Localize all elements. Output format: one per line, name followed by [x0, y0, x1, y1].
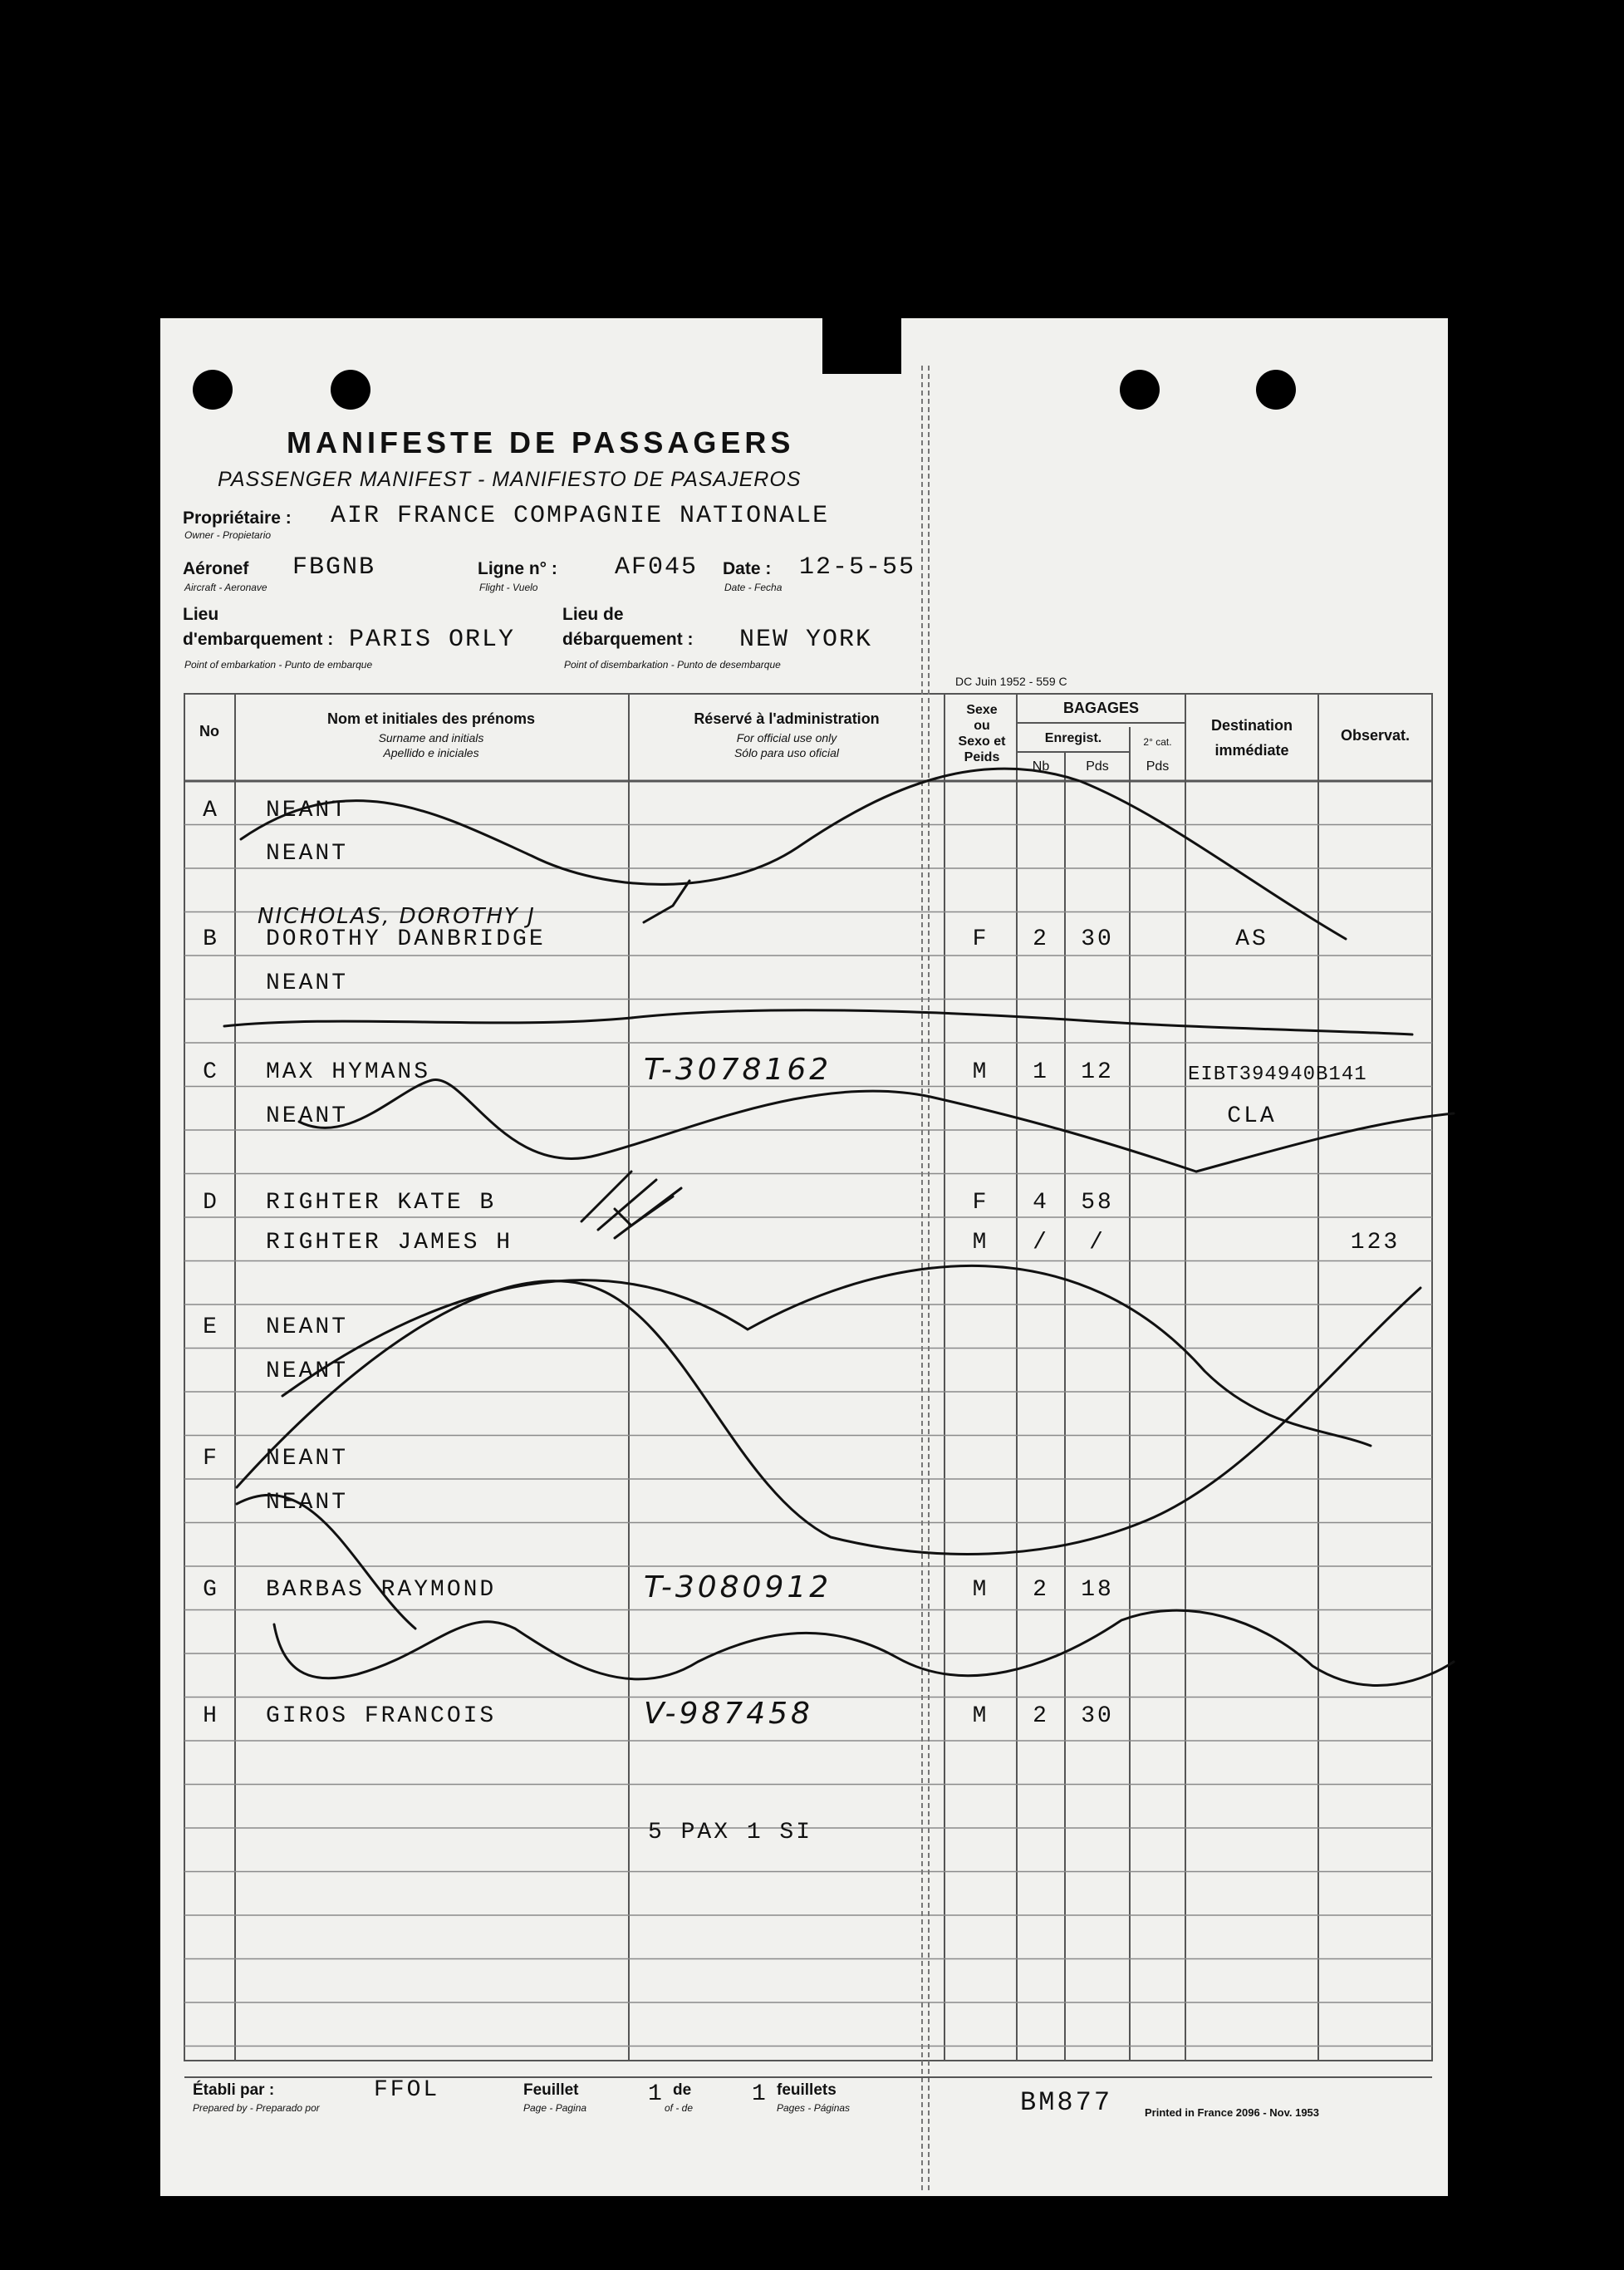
- row-nb: 2: [1033, 1703, 1049, 1729]
- page-value: 1: [648, 2081, 665, 2107]
- disembark-label: Lieu de: [562, 605, 624, 624]
- embark-label-2: d'embarquement :: [183, 630, 334, 649]
- row-pds: 58: [1081, 1190, 1114, 1216]
- form-code: DC Juin 1952 - 559 C: [955, 675, 1067, 688]
- page-sub: Page - Pagina: [523, 2102, 587, 2114]
- manifest-subtitle: PASSENGER MANIFEST - MANIFIESTO DE PASAJEROS: [218, 468, 802, 491]
- cancel-stroke: [237, 1281, 1420, 1555]
- row-admin: T-3080912: [644, 1570, 832, 1604]
- stamp-number: BM877: [1020, 2087, 1113, 2118]
- col-pds2: Pds: [1146, 759, 1170, 774]
- owner-label: Propriétaire :: [183, 509, 292, 528]
- total-value: 1: [752, 2081, 768, 2107]
- row-dest: CLA: [1227, 1103, 1277, 1129]
- row-sex: F: [972, 926, 989, 952]
- row-name: BARBAS RAYMOND: [266, 1577, 497, 1603]
- col-sex-3: Sexo et: [958, 735, 1006, 749]
- row-letter: E: [203, 1314, 217, 1340]
- row-letter: A: [203, 798, 217, 823]
- flight-label-sub: Flight - Vuelo: [479, 582, 538, 593]
- row-name: NEANT: [266, 1314, 349, 1340]
- row-name: RIGHTER KATE B: [266, 1190, 497, 1216]
- col-name: Nom et initiales des prénoms: [326, 710, 536, 727]
- owner-value: AIR FRANCE COMPAGNIE NATIONALE: [331, 502, 830, 530]
- row-letter: C: [203, 1059, 217, 1085]
- col-name-en: Surname and initials: [378, 731, 484, 744]
- row-letter: F: [203, 1446, 217, 1472]
- row-obs: 123: [1350, 1230, 1401, 1255]
- col-pds: Pds: [1086, 759, 1109, 774]
- row-sex: M: [972, 1230, 989, 1255]
- embark-value: PARIS ORLY: [349, 626, 516, 654]
- col-nb: Nb: [1032, 759, 1050, 774]
- col-name-es: Apellido e iniciales: [383, 746, 479, 759]
- row-name: NEANT: [266, 970, 349, 996]
- date-value: 12-5-55: [799, 553, 916, 582]
- cancel-stroke: [274, 1610, 1454, 1685]
- cancel-stroke: [237, 1265, 1371, 1629]
- aircraft-value: FBGNB: [292, 553, 376, 582]
- row-letter: D: [203, 1190, 217, 1216]
- row-name: RIGHTER JAMES H: [266, 1230, 513, 1255]
- row-letter: H: [203, 1703, 217, 1729]
- owner-label-sub: Owner - Propietario: [184, 529, 272, 541]
- row-name: NEANT: [266, 1446, 349, 1472]
- date-label: Date :: [723, 559, 772, 578]
- col-admin-es: Sólo para uso oficial: [733, 746, 840, 759]
- date-label-sub: Date - Fecha: [724, 582, 783, 593]
- printed-note: Printed in France 2096 - Nov. 1953: [1145, 2106, 1320, 2119]
- tick-mark: [644, 881, 689, 922]
- cancel-stroke: [299, 1079, 1454, 1172]
- row-nb: 1: [1033, 1059, 1049, 1085]
- col-cat: 2° cat.: [1143, 736, 1172, 748]
- row-pds: 30: [1081, 1703, 1114, 1729]
- row-pds: 12: [1081, 1059, 1114, 1085]
- row-name: NEANT: [266, 1359, 349, 1384]
- row-sex: M: [972, 1703, 989, 1729]
- row-name: NEANT: [266, 841, 349, 867]
- aircraft-label: Aéronef: [183, 559, 249, 578]
- disembark-value: NEW YORK: [739, 626, 873, 654]
- page-label: Feuillet: [523, 2081, 579, 2099]
- manifest-title: MANIFESTE DE PASSAGERS: [287, 425, 795, 459]
- col-sex-2: ou: [974, 719, 990, 733]
- prepared-sub: Prepared by - Preparado por: [193, 2102, 320, 2114]
- tick-mark: [581, 1172, 681, 1238]
- row-nb: 4: [1033, 1190, 1049, 1216]
- row-pds: 18: [1081, 1577, 1114, 1603]
- embark-label-sub: Point of embarkation - Punto de embarque: [184, 659, 373, 671]
- row-nb: 2: [1033, 926, 1049, 952]
- col-admin: Réservé à l'administration: [694, 710, 880, 727]
- row-sex: M: [972, 1577, 989, 1603]
- pages-label: feuillets: [777, 2081, 837, 2099]
- of-sub: of - de: [665, 2102, 694, 2114]
- row-sex: F: [972, 1190, 989, 1216]
- row-lines: [184, 825, 1432, 2046]
- row-name: MAX HYMANS: [266, 1059, 431, 1085]
- col-sex-1: Sexe: [966, 703, 998, 717]
- pax-summary: 5 PAX 1 SI: [648, 1820, 813, 1845]
- prepared-value: FFOL: [374, 2077, 440, 2103]
- table-border: [184, 694, 1432, 2061]
- row-name: GIROS FRANCOIS: [266, 1703, 497, 1729]
- embark-label: Lieu: [183, 605, 219, 624]
- handwritten-name: NICHOLAS, DOROTHY J: [258, 904, 536, 929]
- col-bagages: BAGAGES: [1062, 700, 1139, 716]
- col-observ: Observat.: [1340, 727, 1411, 744]
- row-nb: /: [1033, 1230, 1049, 1255]
- pages-sub: Pages - Páginas: [777, 2102, 851, 2114]
- flight-value: AF045: [615, 553, 699, 582]
- row-admin: T-3078162: [644, 1053, 832, 1087]
- row-dest: AS: [1235, 926, 1268, 952]
- col-admin-en: For official use only: [736, 731, 837, 744]
- cancel-stroke: [224, 1010, 1412, 1034]
- row-letter: G: [203, 1577, 217, 1603]
- of-label: de: [673, 2081, 692, 2099]
- row-pds: 30: [1081, 926, 1114, 952]
- col-enregist: Enregist.: [1044, 731, 1102, 745]
- row-pds: /: [1089, 1230, 1106, 1255]
- row-name: NEANT: [266, 1103, 349, 1129]
- destination-handwritten: EIBT394940B141: [1188, 1064, 1367, 1086]
- disembark-label-sub: Point of disembarkation - Punto de desembarque: [564, 659, 781, 671]
- row-admin: V-987458: [644, 1697, 813, 1731]
- row-sex: M: [972, 1059, 989, 1085]
- row-nb: 2: [1033, 1577, 1049, 1603]
- row-name: DOROTHY DANBRIDGE: [266, 926, 546, 952]
- table-grid: [184, 694, 1432, 2061]
- prepared-label: Établi par :: [193, 2081, 275, 2099]
- row-name: NEANT: [266, 798, 349, 823]
- col-destination: Destination immédiate: [1210, 717, 1293, 759]
- flight-label: Ligne n° :: [478, 559, 557, 578]
- aircraft-label-sub: Aircraft - Aeronave: [184, 582, 267, 593]
- disembark-label-2: débarquement :: [562, 630, 694, 649]
- row-name: NEANT: [266, 1490, 349, 1516]
- col-no: No: [199, 723, 219, 739]
- row-letter: B: [203, 926, 217, 952]
- col-sex-4: Peids: [964, 750, 1000, 764]
